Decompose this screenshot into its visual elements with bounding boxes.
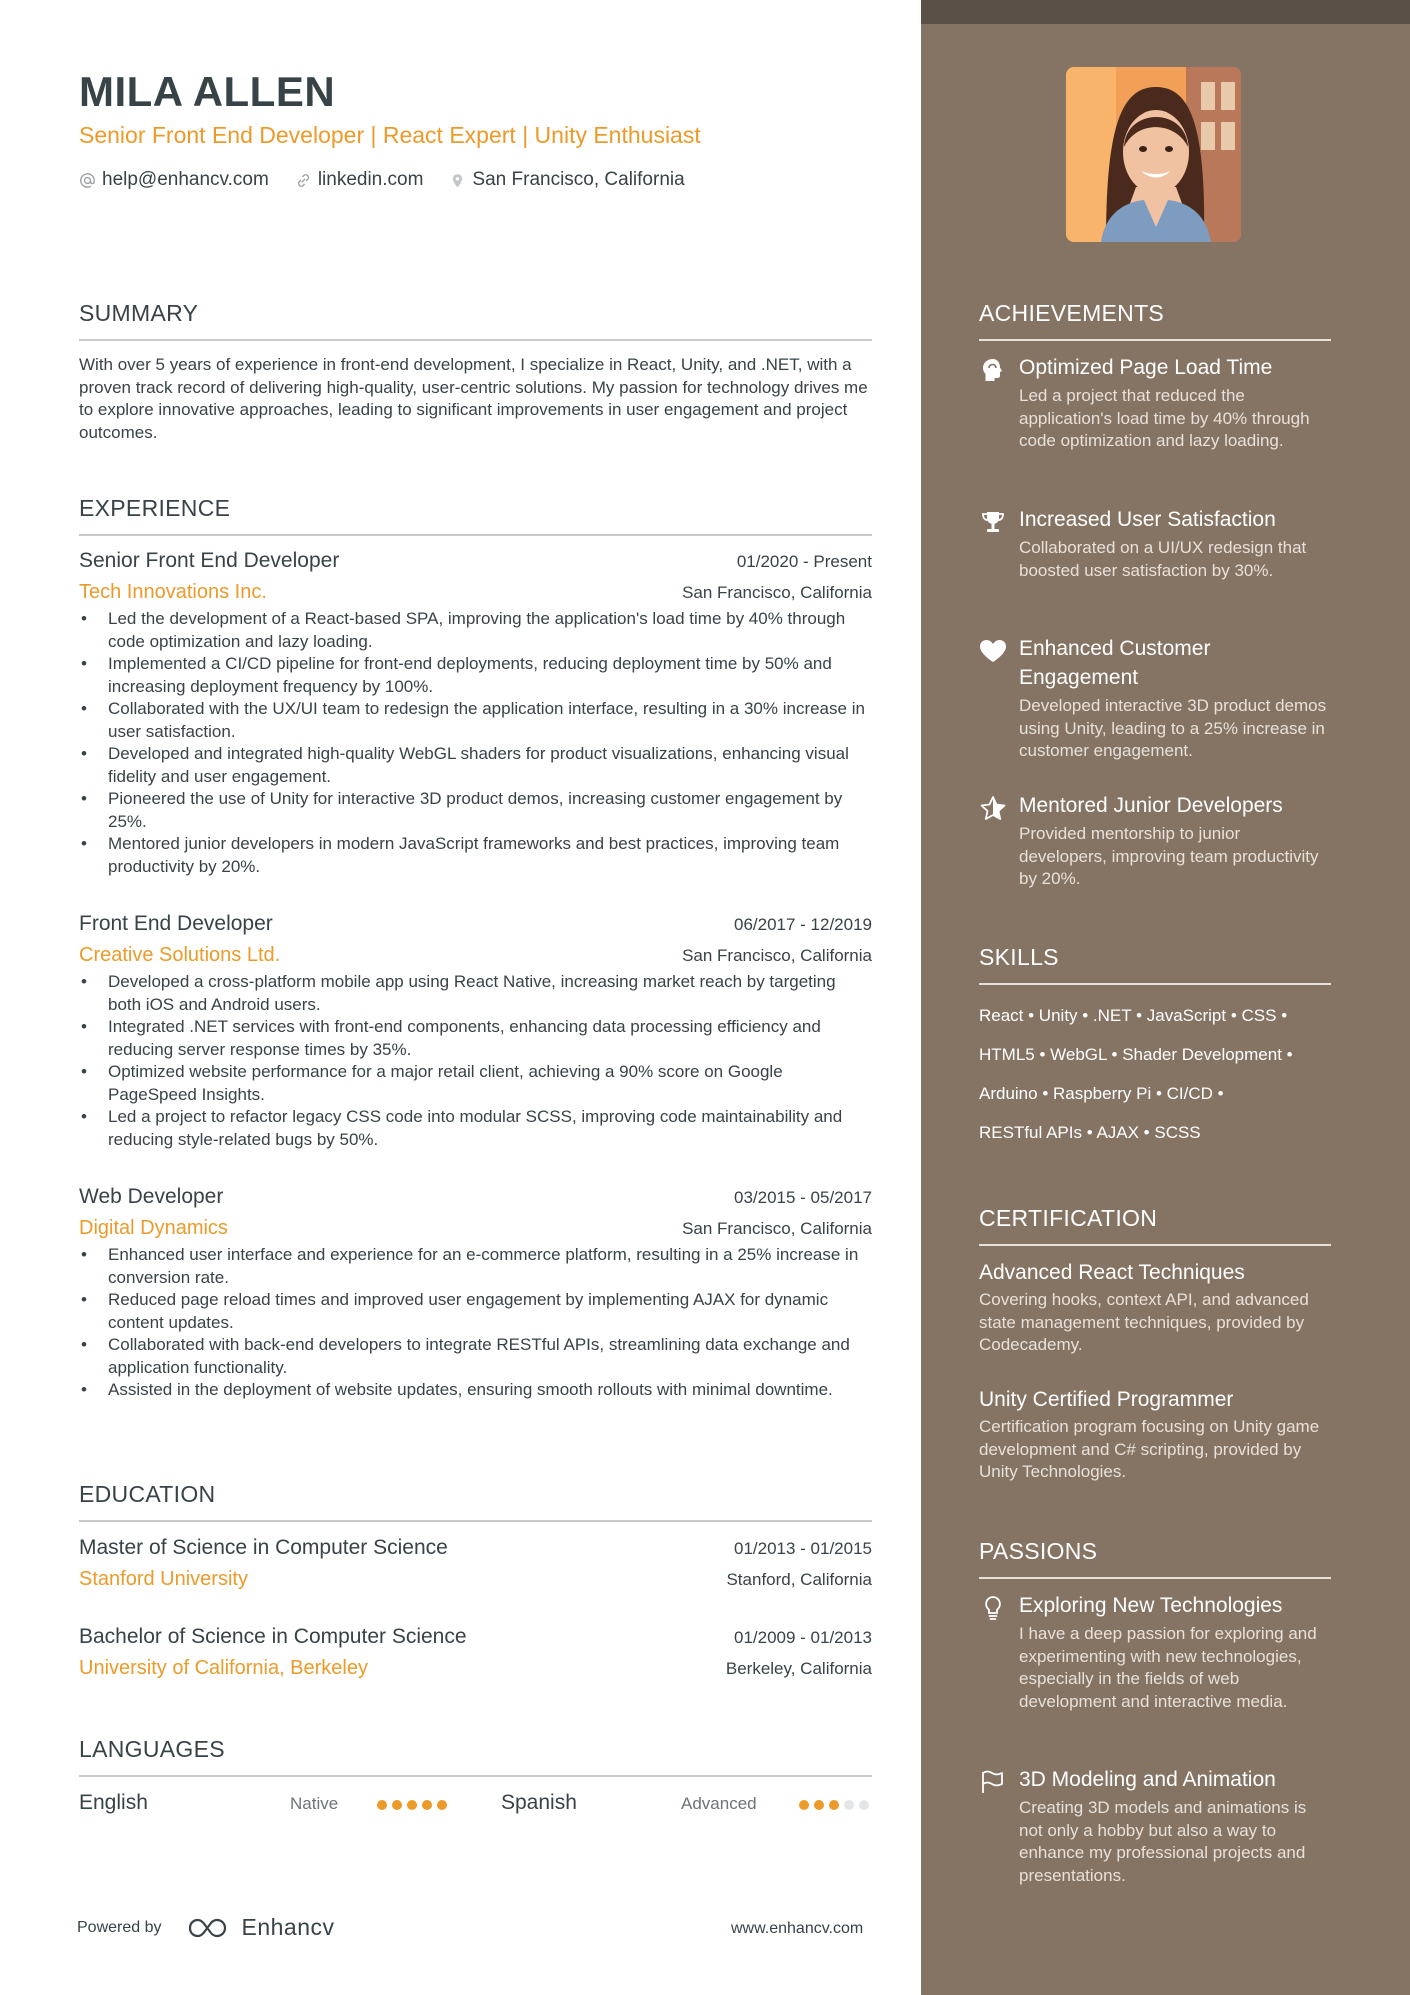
skills-line: HTML5 • WebGL • Shader Development •	[979, 1045, 1293, 1064]
certification-title: Advanced React Techniques	[979, 1261, 1245, 1284]
profile-photo	[1066, 67, 1241, 242]
skills-line: Arduino • Raspberry Pi • CI/CD •	[979, 1084, 1224, 1103]
achievement-title: Enhanced Customer Engagement	[1019, 637, 1211, 689]
contact-bar	[79, 169, 685, 191]
achievement-item	[979, 353, 1331, 453]
job-bullets	[79, 608, 872, 878]
contact-linkedin[interactable]	[295, 169, 424, 191]
rating-dot-filled	[829, 1800, 839, 1810]
achievement-title: Increased User Satisfaction	[1019, 508, 1276, 531]
summary-heading: SUMMARY	[79, 300, 872, 341]
headline: Senior Front End Developer | React Expert | Unity Enthusiast	[79, 122, 701, 148]
rating-dot-filled	[377, 1800, 387, 1810]
job-bullet: • Led the development of a React-based SPA, improving the application's load time by 40% through code optimization and lazy loading.	[79, 608, 872, 653]
job-bullets	[79, 971, 872, 1151]
skills-line: React • Unity • .NET • JavaScript • CSS •	[979, 1006, 1288, 1025]
job-dates: 03/2015 - 05/2017	[733, 1188, 872, 1207]
powered-by-label: Powered by	[77, 1918, 162, 1936]
achievement-desc: Led a project that reduced the application's load time by 40% through code optimization and lazy loading.	[1019, 386, 1310, 450]
rating-dot-filled	[437, 1800, 447, 1810]
job-bullet: • Mentored junior developers in modern JavaScript frameworks and best practices, improving team productivity by 20%.	[79, 833, 872, 878]
rating-dot-filled	[422, 1800, 432, 1810]
certification-desc: Covering hooks, context API, and advanced state management techniques, provided by Codecademy.	[979, 1290, 1309, 1354]
language-name: Spanish	[501, 1791, 577, 1814]
achievement-desc: Developed interactive 3D product demos using Unity, leading to a 25% increase in customer engagement.	[1019, 696, 1327, 760]
education-location: Berkeley, California	[725, 1659, 872, 1678]
language-rating	[799, 1800, 869, 1810]
education-entry	[79, 1625, 872, 1680]
job-role: Senior Front End Developer	[79, 549, 340, 572]
job-bullet: • Assisted in the deployment of website updates, ensuring smooth rollouts with minimal downtime.	[79, 1379, 872, 1402]
job-location: San Francisco, California	[682, 946, 872, 965]
degree: Bachelor of Science in Computer Science	[79, 1625, 467, 1648]
job-dates: 01/2020 - Present	[736, 552, 872, 571]
enhancv-logo-icon	[186, 1916, 232, 1940]
job-bullet: • Collaborated with the UX/UI team to redesign the application interface, resulting in a 30% increase in user satisfaction.	[79, 698, 872, 743]
summary-text: With over 5 years of experience in front-end development, I specialize in React, Unity, and .NET, with a proven track record of delivering high-quality, user-centric solutions. My passion for technology drives me to explore innovative approaches, leading to significant improvements in user engagement and project outcomes.	[79, 355, 868, 442]
certification-desc: Certification program focusing on Unity game development and C# scripting, provided by Unity Technologies.	[979, 1417, 1320, 1481]
education-entry	[79, 1536, 872, 1591]
achievement-title: Mentored Junior Developers	[1019, 794, 1283, 817]
certification-heading: CERTIFICATION	[979, 1205, 1331, 1246]
certification-item	[979, 1385, 1331, 1484]
language-level: Advanced	[681, 1794, 757, 1813]
experience-heading: EXPERIENCE	[79, 495, 872, 536]
job-bullet: • Collaborated with back-end developers to integrate RESTful APIs, streamlining data exchange and application functionality.	[79, 1334, 872, 1379]
brand-name: Enhancv	[241, 1914, 335, 1940]
degree: Master of Science in Computer Science	[79, 1536, 448, 1559]
heart-icon	[979, 638, 1007, 664]
school: University of California, Berkeley	[79, 1657, 368, 1679]
job-company: Creative Solutions Ltd.	[79, 944, 281, 966]
job-bullet: • Led a project to refactor legacy CSS code into modular SCSS, improving code maintainability and reducing style-related bugs by 50%.	[79, 1106, 872, 1151]
link-icon	[295, 172, 312, 189]
achievement-desc: Provided mentorship to junior developers, improving team productivity by 20%.	[1019, 824, 1319, 888]
achievement-desc: Collaborated on a UI/UX redesign that boosted user satisfaction by 30%.	[1019, 538, 1307, 580]
sidebar	[921, 0, 1410, 1995]
job-company: Tech Innovations Inc.	[79, 581, 267, 603]
at-icon	[79, 172, 96, 189]
certification-title: Unity Certified Programmer	[979, 1388, 1234, 1411]
footer-website[interactable]: www.enhancv.com	[731, 1920, 864, 1937]
language-name: English	[79, 1791, 148, 1814]
education-dates: 01/2013 - 01/2015	[733, 1539, 872, 1558]
passion-title: 3D Modeling and Animation	[1019, 1768, 1276, 1791]
flag-icon	[979, 1769, 1007, 1795]
sidebar-top-band	[921, 0, 1410, 24]
language-rating	[377, 1800, 447, 1810]
star-icon	[979, 795, 1007, 821]
email-text: help@enhancv.com	[102, 169, 269, 190]
job-bullet: • Implemented a CI/CD pipeline for front-end deployments, reducing deployment time by 50% and increasing deployment frequency by 100%.	[79, 653, 872, 698]
job-location: San Francisco, California	[682, 1219, 872, 1238]
contact-location	[449, 169, 684, 191]
languages-heading: LANGUAGES	[79, 1736, 872, 1777]
education-dates: 01/2009 - 01/2013	[733, 1628, 872, 1647]
profile-photo-illustration	[1066, 67, 1241, 242]
passion-desc: Creating 3D models and animations is not only a hobby but also a way to enhance my professional projects and presentations.	[1019, 1798, 1307, 1885]
job-bullets	[79, 1244, 872, 1402]
passion-item	[979, 1591, 1331, 1713]
language-level: Native	[290, 1794, 339, 1813]
location-text: San Francisco, California	[472, 169, 685, 190]
rating-dot-empty	[859, 1800, 869, 1810]
rating-dot-filled	[392, 1800, 402, 1810]
education-heading: EDUCATION	[79, 1481, 872, 1522]
certification-item	[979, 1258, 1331, 1357]
job-dates: 06/2017 - 12/2019	[733, 915, 872, 934]
job-bullet: • Pioneered the use of Unity for interactive 3D product demos, increasing customer engagement by 25%.	[79, 788, 872, 833]
job-bullet: • Optimized website performance for a major retail client, achieving a 90% score on Google PageSpeed Insights.	[79, 1061, 872, 1106]
job-role: Web Developer	[79, 1185, 224, 1208]
enhancv-logo[interactable]	[186, 1914, 335, 1941]
linkedin-text: linkedin.com	[317, 169, 424, 190]
job-bullet: • Reduced page reload times and improved user engagement by implementing AJAX for dynamic content updates.	[79, 1289, 872, 1334]
job-bullet: • Integrated .NET services with front-end components, enhancing data processing efficiency and reducing server response times by 35%.	[79, 1016, 872, 1061]
rating-dot-empty	[844, 1800, 854, 1810]
job-entry	[79, 912, 872, 1151]
passion-title: Exploring New Technologies	[1019, 1594, 1283, 1617]
rating-dot-filled	[799, 1800, 809, 1810]
achievements-heading: ACHIEVEMENTS	[979, 300, 1331, 341]
location-pin-icon	[449, 172, 466, 189]
job-entry	[79, 1185, 872, 1402]
skills-list	[979, 996, 1331, 1152]
school: Stanford University	[79, 1568, 248, 1590]
passions-heading: PASSIONS	[979, 1538, 1331, 1579]
passion-item	[979, 1765, 1331, 1887]
job-bullet: • Developed a cross-platform mobile app using React Native, increasing market reach by targeting both iOS and Android users.	[79, 971, 872, 1016]
candidate-name: MILA ALLEN	[79, 68, 336, 115]
head-icon	[979, 357, 1007, 383]
skills-line: RESTful APIs • AJAX • SCSS	[979, 1123, 1201, 1142]
job-bullet: • Developed and integrated high-quality WebGL shaders for product visualizations, enhancing visual fidelity and user engagement.	[79, 743, 872, 788]
rating-dot-filled	[814, 1800, 824, 1810]
achievement-item	[979, 791, 1331, 891]
job-company: Digital Dynamics	[79, 1217, 228, 1239]
education-location: Stanford, California	[726, 1570, 872, 1589]
achievement-item	[979, 505, 1331, 582]
trophy-icon	[979, 509, 1007, 535]
skills-heading: SKILLS	[979, 944, 1331, 985]
lightbulb-icon	[979, 1595, 1007, 1621]
passion-desc: I have a deep passion for exploring and experimenting with new technologies, especially in the fields of web development and interactive media.	[1019, 1624, 1317, 1711]
rating-dot-filled	[407, 1800, 417, 1810]
languages-row	[79, 1791, 872, 1817]
contact-email[interactable]	[79, 169, 269, 191]
job-entry	[79, 549, 872, 878]
job-location: San Francisco, California	[682, 583, 872, 602]
achievement-title: Optimized Page Load Time	[1019, 356, 1273, 379]
job-bullet: • Enhanced user interface and experience for an e-commerce platform, resulting in a 25% increase in conversion rate.	[79, 1244, 872, 1289]
footer-branding	[77, 1914, 335, 1941]
job-role: Front End Developer	[79, 912, 273, 935]
achievement-item	[979, 634, 1331, 763]
